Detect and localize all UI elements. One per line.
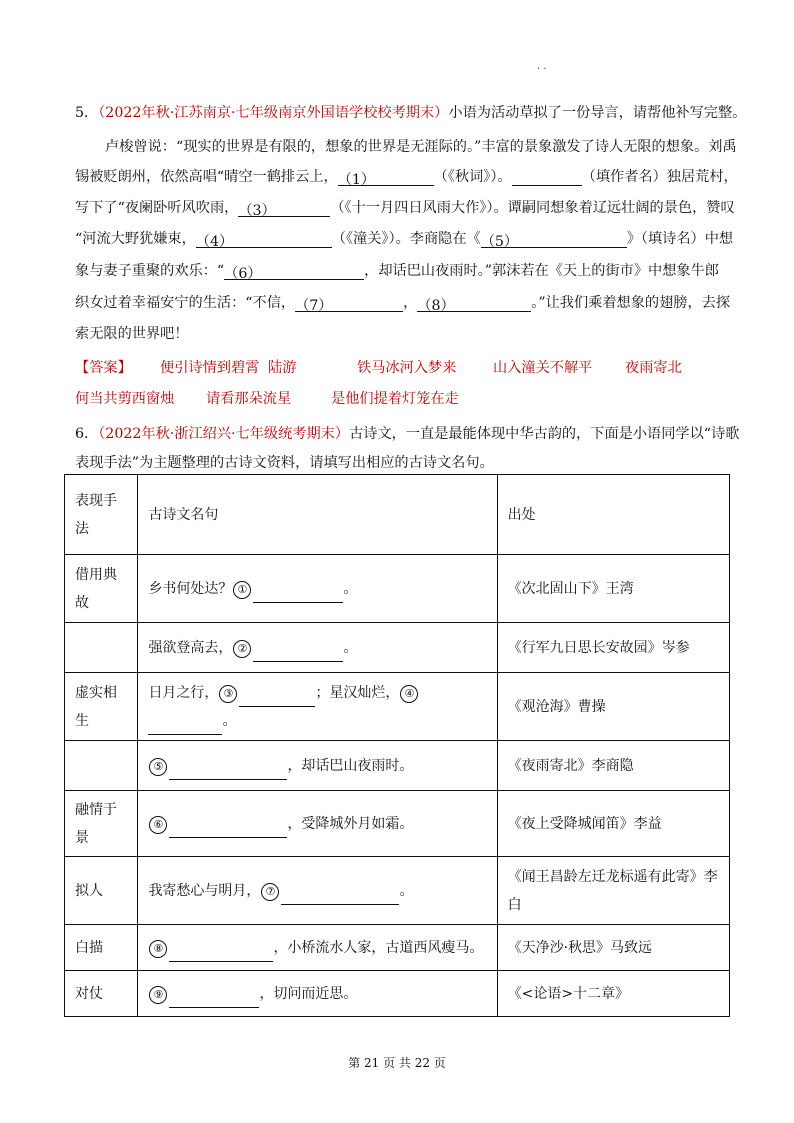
answer-label: 【答案】: [75, 360, 132, 376]
header-dots: . .: [537, 61, 547, 72]
table-row: ⑤ ，却话巴山夜雨时。 《夜雨寄北》李商隐: [65, 741, 730, 791]
page-footer: 第 21 页 共 22 页: [348, 1056, 446, 1070]
blank-①[interactable]: [253, 586, 343, 603]
blank-5[interactable]: （5）: [481, 231, 627, 248]
table-row: 借用典故 乡书何处达？ ① 。 《次北固山下》王湾: [65, 555, 730, 623]
blank-⑦[interactable]: [281, 888, 399, 905]
q5-number: 5．: [75, 105, 99, 121]
table-row: 对仗 ⑨ ，切问而近思。 《<论语>十二章》: [65, 971, 730, 1017]
blank-⑧[interactable]: [169, 945, 273, 962]
header-source: 出处: [497, 475, 729, 555]
blank-8[interactable]: （8）: [417, 295, 531, 312]
blank-②[interactable]: [253, 645, 343, 662]
q5-source: （2022年秋·江苏南京·七年级南京外国语学校校考期末）: [98, 105, 449, 121]
table-row: 强欲登高去， ② 。 《行军九日思长安故园》岑参: [65, 623, 730, 673]
q6-table: [64, 474, 730, 1017]
answer-4: 山入潼关不解平: [493, 360, 593, 376]
blank-⑥[interactable]: [169, 821, 287, 838]
header-method: 表现手法: [65, 475, 138, 555]
blank-7[interactable]: （7）: [295, 295, 403, 312]
table-row: 虚实相生 日月之行， ③ ；星汉灿烂， ④。 《观沧海》曹操: [65, 673, 730, 741]
answer-8: 是他们提着灯笼在走: [331, 391, 459, 407]
q5-prompt: 小语为活动草拟了一份导言，请帮他补写完整。: [448, 105, 747, 121]
answer-2: 陆游: [268, 360, 297, 376]
answer-5: 夜雨寄北: [625, 360, 682, 376]
q6-number: 6．: [75, 426, 99, 442]
header-quote: 古诗文名句: [138, 475, 497, 555]
answer-7: 请看那朵流星: [206, 391, 292, 407]
q6-title: [75, 423, 740, 443]
table-row: 白描 ⑧ ，小桥流水人家，古道西风瘦马。 《天净沙·秋思》马致远: [65, 925, 730, 971]
table-row: 拟人 我寄愁心与明月， ⑦ 。 《闻王昌龄左迁龙标遥有此寄》李白: [65, 857, 730, 925]
q6-prompt-line2: 表现手法”为主题整理的古诗文资料，请填写出相应的古诗文名句。: [75, 455, 494, 471]
q5-paragraph-line4: “河流大野犹嫌束，（4） （《潼关》）。李商隐在《（5） 》（填诗名）中想: [75, 231, 734, 250]
q5-answer-row2: [75, 388, 735, 408]
q5-title: [75, 102, 747, 122]
blank-④[interactable]: [148, 718, 222, 735]
table-header-row: [65, 475, 730, 555]
blank-1[interactable]: （1）: [338, 169, 434, 186]
blank-⑤[interactable]: [169, 763, 287, 780]
q5-paragraph-line2: 锡被贬朗州，依然高唱“晴空一鹤排云上，（1） （《秋词》）。 （填作者名）独居荒村，: [75, 169, 738, 188]
answer-3: 铁马冰河入梦来: [357, 360, 457, 376]
q5-paragraph-line3: 写下了“夜阑卧听风吹雨，（3） （《十一月四日风雨大作》）。谭嗣同想象着辽远壮阔的景色，赞叹: [75, 200, 735, 219]
q5-paragraph-line1: 卢梭曾说：“现实的世界是有限的，想象的世界是无涯际的。”丰富的景象激发了诗人无限的想象。刘禹: [105, 139, 737, 155]
q6-source: （2022年秋·浙江绍兴·七年级统考期末）: [98, 426, 350, 442]
q5-paragraph-line6: 织女过着幸福安宁的生活：“不信，（7） ，（8） 。”让我们乘着想象的翅膀，去探: [75, 295, 731, 314]
blank-③[interactable]: [239, 690, 315, 707]
table-row: 融情于景 ⑥ ，受降城外月如霜。 《夜上受降城闻笛》李益: [65, 791, 730, 857]
answer-6: 何当共剪西窗烛: [75, 391, 175, 407]
q5-paragraph-line5: 象与妻子重聚的欢乐：“（6） ，却话巴山夜雨时。”郭沫若在《天上的街市》中想象牛郎: [75, 263, 719, 282]
q5-answer-row1: [75, 357, 735, 377]
blank-2[interactable]: [512, 169, 582, 186]
blank-6[interactable]: （6）: [224, 263, 364, 280]
blank-4[interactable]: （4）: [196, 231, 332, 248]
answer-1: 便引诗情到碧霄: [160, 360, 260, 376]
q6-prompt: 古诗文，一直是最能体现中华古韵的，下面是小语同学以“诗歌: [349, 426, 740, 442]
q5-paragraph-line7: 索无限的世界吧！: [75, 326, 189, 342]
blank-3[interactable]: （3）: [238, 200, 330, 217]
blank-⑨[interactable]: [169, 991, 259, 1008]
